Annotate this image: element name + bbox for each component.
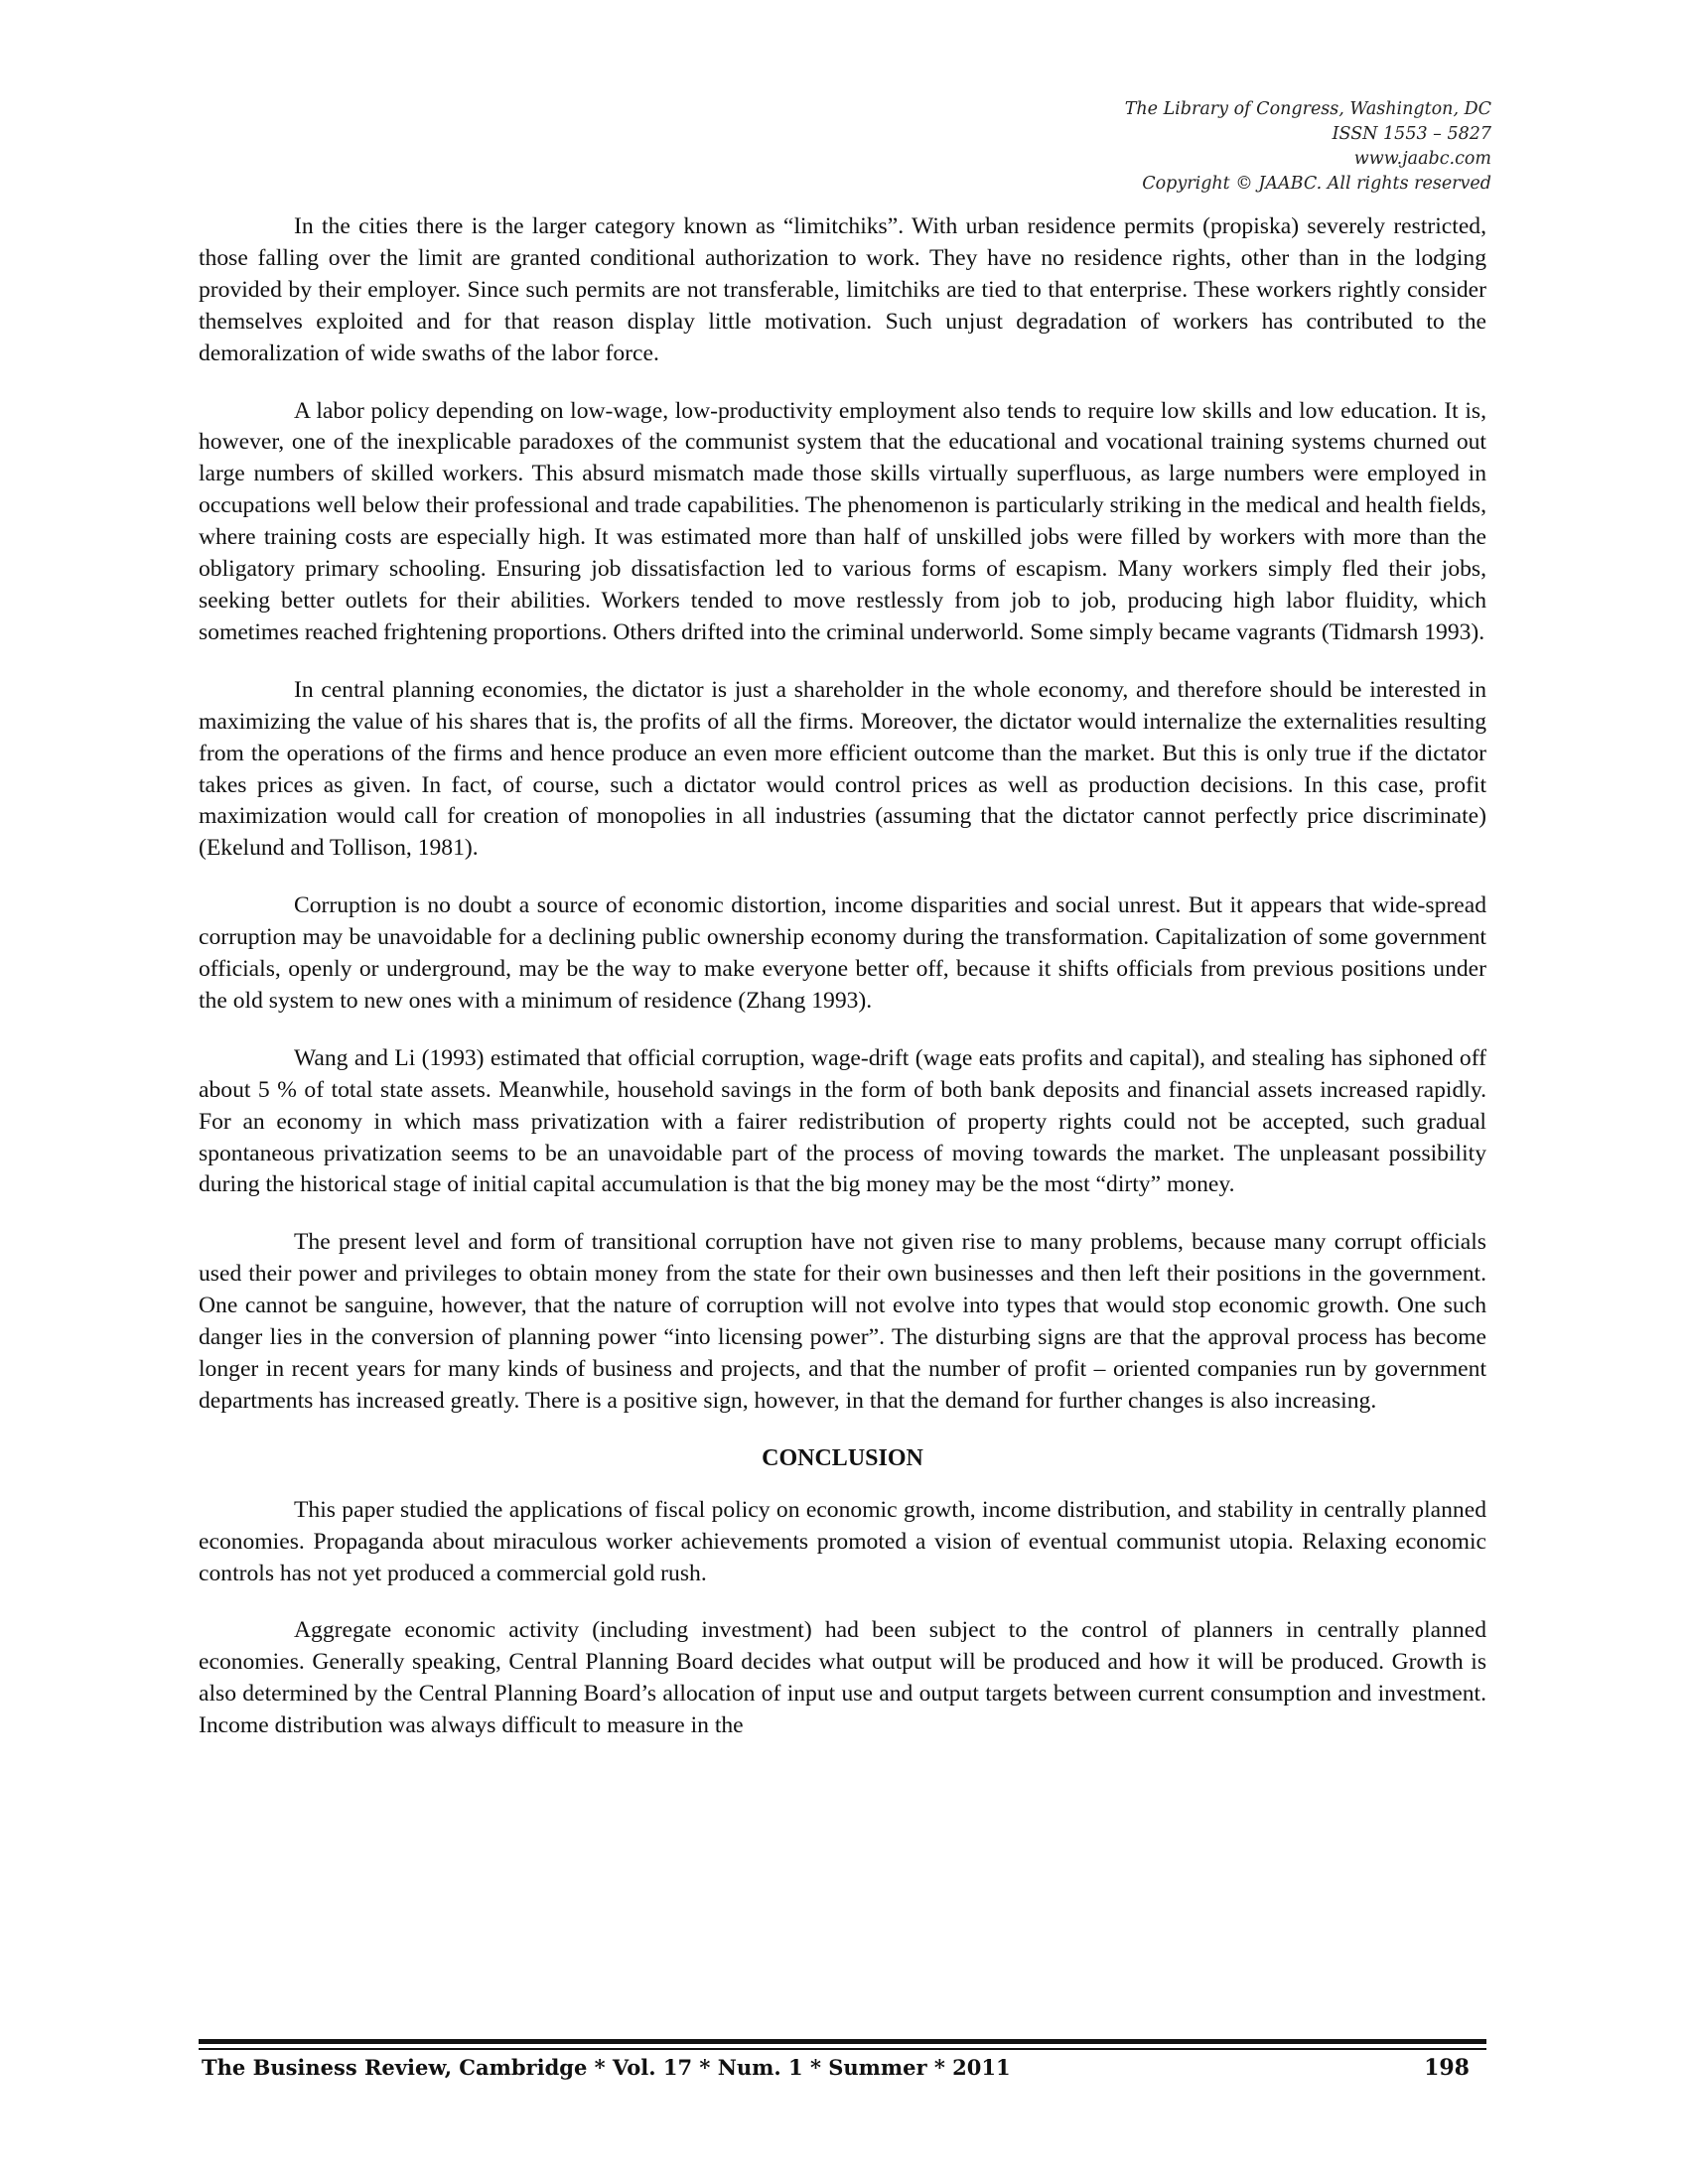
footer-journal-info: The Business Review, Cambridge * Vol. 17 * Num. 1 * Summer * 2011	[202, 2055, 1011, 2080]
body-paragraph-limitchiks: In the cities there is the larger category known as “limitchiks”. With urban residence permits (propiska) severely restricted, those falling over the limit are granted conditional authorization to work. They have no residence rights, other than in the lodging provided by their employer. Since such permits are not transferable, limitchiks are tied to that enterprise. These workers rightly consider themselves exploited and for that reason display little motivation. Such unjust degradation of workers has contributed to the demoralization of wide swaths of the labor force.	[199, 213, 1486, 366]
header-copyright-line: Copyright © JAABC. All rights reserved	[1142, 174, 1491, 194]
body-paragraph-wang-li: Wang and Li (1993) estimated that official corruption, wage-drift (wage eats profits and capital), and stealing has siphoned off about 5 % of total state assets. Meanwhile, household savings in the form of both bank deposits and financial assets increased rapidly. For an economy in which mass privatization with a fairer redistribution of property rights could not be accepted, such gradual spontaneous privatization seems to be an unavoidable part of the process of moving towards the market. The unpleasant possibility during the historical stage of initial capital accumulation is that the big money may be the most “dirty” money.	[199, 1044, 1486, 1198]
conclusion-paragraph-aggregate-activity: Aggregate economic activity (including investment) had been subject to the control of planners in centrally planned economies. Generally speaking, Central Planning Board decides what output will be produced and how it will be produced. Growth is also determined by the Central Planning Board’s allocation of input use and output targets between current consumption and investment. Income distribution was always difficult to measure in the	[199, 1617, 1486, 1739]
footer-rule-thick	[199, 2039, 1486, 2044]
body-paragraph-labor-policy: A labor policy depending on low-wage, low-productivity employment also tends to require low skills and low education. It is, however, one of the inexplicable paradoxes of the communist system that the educational and vocational training systems churned out large numbers of skilled workers. This absurd mismatch made those skills virtually superfluous, as large numbers were employed in occupations well below their professional and trade capabilities. The phenomenon is particularly striking in the medical and health fields, where training costs are especially high. It was estimated more than half of unskilled jobs were filled by workers with more than the obligatory primary schooling. Ensuring job dissatisfaction led to various forms of escapism. Many workers simply fled their jobs, seeking better outlets for their abilities. Workers tended to move restlessly from job to job, producing high labor fluidity, which sometimes reached frightening proportions. Others drifted into the criminal underworld. Some simply became vagrants (Tidmarsh 1993).	[199, 397, 1486, 645]
body-paragraph-central-planning: In central planning economies, the dictator is just a shareholder in the whole economy, and therefore should be interested in maximizing the value of his shares that is, the profits of all the firms. Moreover, the dictator would internalize the externalities resulting from the operations of the firms and hence produce an even more efficient outcome than the market. But this is only true if the dictator takes prices as given. In fact, of course, such a dictator would control prices as well as production decisions. In this case, profit maximization would call for creation of monopolies in all industries (assuming that the dictator cannot perfectly price discriminate) (Ekelund and Tollison, 1981).	[199, 676, 1486, 862]
page-number: 198	[1424, 2055, 1470, 2081]
running-footer	[202, 2055, 1470, 2080]
header-website-line: www.jaabc.com	[1353, 149, 1491, 169]
body-paragraph-corruption: Corruption is no doubt a source of economic distortion, income disparities and social unrest. But it appears that wide-spread corruption may be unavoidable for a declining public ownership economy during the transformation. Capitalization of some government officials, openly or underground, may be the way to make everyone better off, because it shifts officials from previous positions under the old system to new ones with a minimum of residence (Zhang 1993).	[199, 892, 1486, 1014]
article-body	[199, 211, 1486, 1768]
footer-rule-thin	[199, 2048, 1486, 2050]
body-paragraph-transitional-corruption: The present level and form of transitional corruption have not given rise to many problems, because many corrupt officials used their power and privileges to obtain money from the state for their own businesses and then left their positions in the government. One cannot be sanguine, however, that the nature of corruption will not evolve into types that would stop economic growth. One such danger lies in the conversion of planning power “into licensing power”. The disturbing signs are that the approval process has become longer in recent years for many kinds of business and projects, and that the number of profit – oriented companies run by government departments has increased greatly. There is a positive sign, however, in that the demand for further changes is also increasing.	[199, 1229, 1486, 1414]
header-library-line: The Library of Congress, Washington, DC	[1124, 99, 1491, 119]
running-header	[1125, 97, 1491, 197]
section-heading-conclusion: CONCLUSION	[762, 1444, 923, 1471]
conclusion-paragraph-fiscal-policy: This paper studied the applications of fiscal policy on economic growth, income distribution, and stability in centrally planned economies. Propaganda about miraculous worker achievements promoted a vision of eventual communist utopia. Relaxing economic controls has not yet produced a commercial gold rush.	[199, 1496, 1486, 1586]
header-issn-line: ISSN 1553 – 5827	[1332, 124, 1491, 144]
